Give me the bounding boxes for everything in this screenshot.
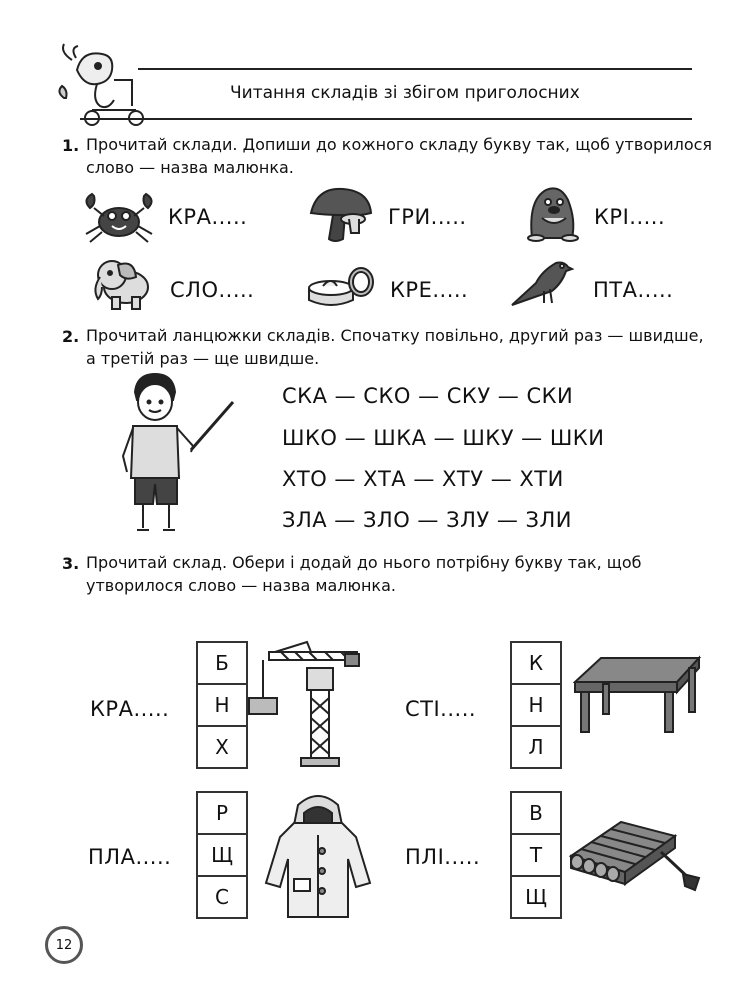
letter-choice[interactable]: В [512, 793, 560, 835]
word-kri: КРІ..... [594, 205, 666, 229]
bird-icon [508, 253, 574, 315]
task-3-text-line2: утворилося слово — назва малюнка. [86, 576, 396, 595]
elephant-icon [90, 255, 158, 317]
letter-choices-kra [196, 641, 248, 769]
task-2-text-line2: а третій раз — ще швидше. [86, 349, 320, 368]
syllable-chain-3: ХТО — ХТА — ХТУ — ХТИ [282, 467, 564, 491]
word-hry: ГРИ..... [388, 205, 467, 229]
crane-icon [245, 640, 365, 772]
task-1-number: 1. [62, 136, 80, 155]
word-pta: ПТА..... [593, 278, 674, 302]
syllable-pli: ПЛІ..... [405, 845, 481, 869]
letter-choice[interactable]: Р [198, 793, 246, 835]
word-kra-1: КРА..... [168, 205, 248, 229]
page-number: 12 [45, 926, 83, 964]
syllable-chain-4: ЗЛА — ЗЛО — ЗЛУ — ЗЛИ [282, 508, 572, 532]
letter-choice[interactable]: Т [512, 835, 560, 877]
page-title: Читання складів зі збігом приголосних [230, 83, 580, 103]
header-bottom-line [80, 118, 692, 120]
letter-choices-pla [196, 791, 248, 919]
task-2-number: 2. [62, 327, 80, 346]
table-icon [573, 654, 703, 738]
crab-icon [80, 186, 158, 248]
letter-choice[interactable]: Щ [525, 885, 547, 909]
header-top-line [138, 68, 692, 70]
task-3-number: 3. [62, 554, 80, 573]
mole-icon [520, 180, 586, 246]
task-2-text-line1: Прочитай ланцюжки складів. Спочатку повільно, другий раз — швидше, [86, 326, 704, 345]
boy-with-pointer-icon [115, 372, 240, 541]
letter-choice[interactable]: Б [198, 643, 246, 685]
word-kre: КРЕ..... [390, 278, 469, 302]
syllable-sti: СТІ..... [405, 697, 477, 721]
task-1-text-line1: Прочитай склади. Допиши до кожного складу букву так, щоб утворилося [86, 135, 713, 154]
letter-choice[interactable]: Л [528, 735, 544, 759]
word-slo: СЛО..... [170, 278, 255, 302]
letter-choice[interactable]: С [215, 885, 229, 909]
mushroom-icon [305, 183, 375, 249]
syllable-pla: ПЛА..... [88, 845, 172, 869]
letter-choices-sti [510, 641, 562, 769]
letter-choice[interactable]: Н [512, 685, 560, 727]
syllable-chain-2: ШКО — ШКА — ШКУ — ШКИ [282, 426, 605, 450]
raincoat-icon [262, 787, 374, 923]
letter-choice[interactable]: К [512, 643, 560, 685]
letter-choice[interactable]: Н [198, 685, 246, 727]
cream-jar-icon [305, 262, 377, 314]
syllable-kra: КРА..... [90, 697, 170, 721]
task-3-text-line1: Прочитай склад. Обери і додай до нього потрібну букву так, щоб [86, 553, 642, 572]
letter-choices-pli [510, 791, 562, 919]
syllable-chain-1: СКА — СКО — СКУ — СКИ [282, 384, 574, 408]
raft-icon [565, 816, 705, 900]
task-1-text-line2: слово — назва малюнка. [86, 158, 294, 177]
letter-choice[interactable]: Х [215, 735, 229, 759]
letter-choice[interactable]: Щ [198, 835, 246, 877]
